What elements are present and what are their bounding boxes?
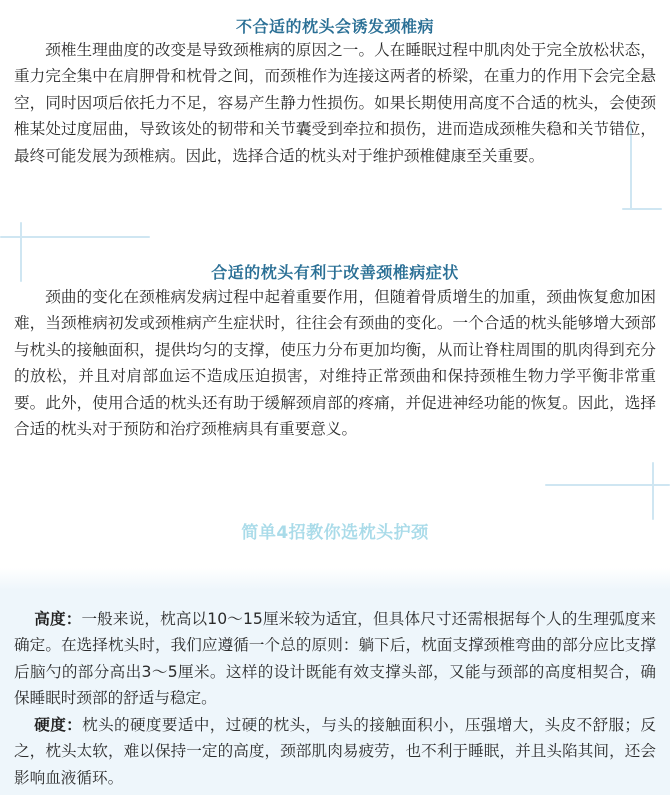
- decorative-line-right-short: [622, 208, 662, 210]
- tip-firmness-label: 硬度：: [34, 716, 83, 734]
- tip-height-label: 高度：: [34, 610, 82, 628]
- tips-banner-title: 简单4招教你选枕头护颈: [241, 523, 429, 543]
- tip-height-text: 一般来说，枕高以10～15厘米较为适宜，但具体尺寸还需根据每个人的生理弧度来确定。在选择枕头时，我们应遵循一个总的原则：躺下后，枕面支撑颈椎弯曲的部分应比支撑后脑勺的部分高出3～5厘米。这样的设计既能有效支撑头部，又能与颈部的高度相契合，确保睡眠时颈部的舒适与稳定。: [14, 610, 656, 708]
- section-body-pillow-benefits: 颈曲的变化在颈椎病发病过程中起着重要作用，但随着骨质增生的加重，颈曲恢复愈加困难，当颈椎病初发或颈椎病产生症状时，往往会有颈曲的变化。一个合适的枕头能够增大颈部与枕头的接触面积，提供均匀的支撑，使压力分布更加均衡，从而让脊柱周围的肌肉得到充分的放松，并且对肩部血运不造成压迫损害，对维持正常颈曲和保持颈椎生物力学平衡非常重要。此外，使用合适的枕头还有助于缓解颈肩部的疼痛，并促进神经功能的恢复。因此，选择合适的枕头对于预防和治疗颈椎病具有重要意义。: [14, 288, 656, 439]
- tip-firmness-text: 枕头的硬度要适中，过硬的枕头，与头的接触面积小，压强增大，头皮不舒服；反之，枕头太软，难以保持一定的高度，颈部肌肉易疲劳，也不利于睡眠，并且头陷其间，还会影响血液循环。: [14, 716, 656, 787]
- section-title-pillow-causes: 不合适的枕头会诱发颈椎病: [235, 17, 434, 36]
- tips-box-fade: [0, 568, 670, 590]
- decorative-line-left: [0, 236, 150, 238]
- section-body-pillow-causes: 颈椎生理曲度的改变是导致颈椎病的原因之一。人在睡眠过程中肌肉处于完全放松状态，重力完全集中在肩胛骨和枕骨之间，而颈椎作为连接这两者的桥梁，在重力的作用下会完全悬空，同时因项后依托力不足，容易产生静力性损伤。如果长期使用高度不合适的枕头，会使颈椎某处过度屈曲，导致该处的韧带和关节囊受到牵拉和损伤，进而造成颈椎失稳和关节错位，最终可能发展为颈椎病。因此，选择合适的枕头对于维护颈椎健康至关重要。: [14, 41, 656, 165]
- tip-height: [14, 606, 656, 712]
- section-title-pillow-benefits: 合适的枕头有利于改善颈椎病症状: [211, 263, 459, 282]
- tip-firmness: [14, 712, 656, 791]
- decorative-line-right-mid-vertical: [652, 462, 654, 520]
